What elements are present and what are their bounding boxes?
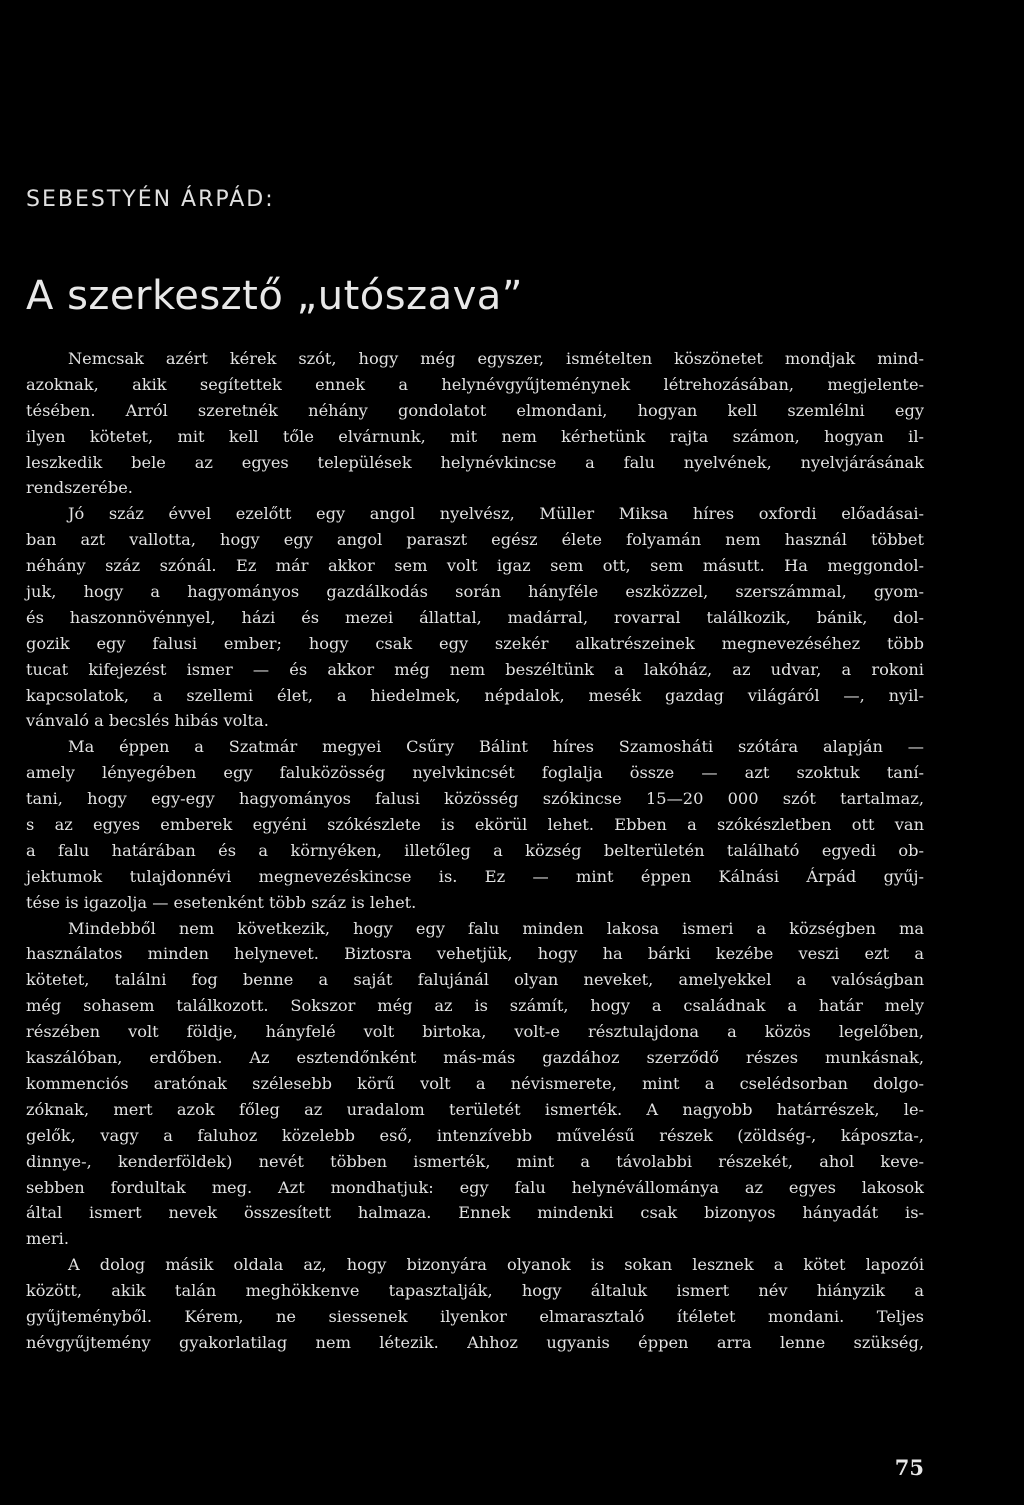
text-line: vánvaló a becslés hibás volta. bbox=[26, 711, 269, 731]
text-line: ilyen kötetet, mit kell tőle elvárnunk, mit nem kérhetünk rajta számon, hogyan il- bbox=[26, 426, 924, 446]
text-line: részében volt földje, hányfelé volt birtoka, volt-e résztulajdona a közös legelőben, bbox=[26, 1022, 924, 1042]
text-line: A dolog másik oldala az, hogy bizonyára olyanok is sokan lesznek a kötet lapozói bbox=[68, 1255, 924, 1275]
text-line: gyűjteményből. Kérem, ne siessenek ilyenkor elmarasztaló ítéletet mondani. Teljes bbox=[26, 1306, 924, 1326]
text-line: rendszerébe. bbox=[26, 478, 133, 498]
text-line: tani, hogy egy-egy hagyományos falusi közösség szókincse 15—20 000 szót tartalmaz, bbox=[26, 789, 924, 809]
text-line: meri. bbox=[26, 1229, 69, 1249]
text-line: által ismert nevek összesített halmaza. Ennek mindenki csak bizonyos hányadát is- bbox=[26, 1203, 924, 1223]
text-line: s az egyes emberek egyéni szókészlete is ekörül lehet. Ebben a szókészletben ott van bbox=[26, 815, 924, 835]
text-line: tése is igazolja — esetenként több száz is lehet. bbox=[26, 892, 417, 912]
page-number: 75 bbox=[894, 1455, 924, 1480]
text-line: Jó száz évvel ezelőtt egy angol nyelvész, Müller Miksa híres oxfordi előadásai- bbox=[68, 504, 924, 524]
text-line: a falu határában és a környéken, illetőleg a község belterületén található egyedi ob- bbox=[26, 840, 924, 860]
article-title: A szerkesztő „utószava” bbox=[26, 272, 524, 319]
text-line: és haszonnövénnyel, házi és mezei állattal, madárral, rovarral találkozik, bánik, dol- bbox=[26, 607, 924, 627]
text-line: azoknak, akik segítettek ennek a helynévgyűjteménynek létrehozásában, megjelente- bbox=[26, 374, 924, 394]
text-line: használatos minden helynevet. Biztosra vehetjük, hogy ha bárki kezébe veszi ezt a bbox=[26, 944, 924, 964]
text-line: Nemcsak azért kérek szót, hogy még egyszer, ismételten köszönetet mondjak mind- bbox=[68, 349, 924, 368]
text-line: dinnye-, kenderföldek) nevét többen ismerték, mint a távolabbi részekét, ahol keve- bbox=[26, 1151, 924, 1171]
text-line: gelők, vagy a faluhoz közelebb eső, intenzívebb művelésű részek (zöldség-, káposzta-, bbox=[26, 1125, 924, 1145]
text-line: zóknak, mert azok főleg az uradalom területét ismerték. A nagyobb határrészek, le- bbox=[26, 1099, 924, 1119]
text-line: kötetet, találni fog benne a saját falujánál olyan neveket, amelyekkel a valóságban bbox=[26, 970, 924, 990]
text-line: sebben fordultak meg. Azt mondhatjuk: egy falu helynévállománya az egyes lakosok bbox=[26, 1177, 924, 1197]
text-line: Mindebből nem következik, hogy egy falu minden lakosa ismeri a községben ma bbox=[68, 918, 924, 938]
text-line: kapcsolatok, a szellemi élet, a hiedelmek, népdalok, mesék gazdag világáról —, nyil- bbox=[26, 685, 924, 705]
text-line: még sohasem találkozott. Sokszor még az is számít, hogy a családnak a határ mely bbox=[26, 996, 924, 1016]
book-page bbox=[26, 0, 924, 1505]
text-line: ban azt vallotta, hogy egy angol paraszt egész élete folyamán nem használ többet bbox=[26, 530, 924, 550]
text-line: tésében. Arról szeretnék néhány gondolatot elmondani, hogyan kell szemlélni egy bbox=[26, 400, 924, 420]
text-line: jektumok tulajdonnévi megnevezéskincse is. Ez — mint éppen Kálnási Árpád gyűj- bbox=[26, 866, 924, 886]
text-line: névgyűjtemény gyakorlatilag nem létezik. Ahhoz ugyanis éppen arra lenne szükség, bbox=[26, 1332, 924, 1352]
text-line: juk, hogy a hagyományos gazdálkodás során hányféle eszközzel, szerszámmal, gyom- bbox=[26, 582, 924, 602]
text-line: amely lényegében egy faluközösség nyelvkincsét foglalja össze — azt szoktuk taní- bbox=[26, 763, 924, 783]
text-line: gozik egy falusi ember; hogy csak egy szekér alkatrészeinek megnevezéséhez több bbox=[26, 633, 924, 653]
text-line: kommenciós aratónak szélesebb körű volt a névismerete, mint a cselédsorban dolgo- bbox=[26, 1073, 924, 1093]
text-line: Ma éppen a Szatmár megyei Csűry Bálint híres Szamosháti szótára alapján — bbox=[68, 737, 924, 757]
article-body bbox=[26, 346, 924, 1356]
text-line: tucat kifejezést ismer — és akkor még nem beszéltünk a lakóház, az udvar, a rokoni bbox=[26, 659, 924, 679]
text-line: leszkedik bele az egyes települések helynévkincse a falu nyelvének, nyelvjárásának bbox=[26, 452, 924, 472]
text-line: között, akik talán meghökkenve tapasztalják, hogy általuk ismert név hiányzik a bbox=[26, 1281, 924, 1301]
text-line: kaszálóban, erdőben. Az esztendőnként más-más gazdához szerződő részes munkásnak, bbox=[26, 1048, 924, 1068]
author-name: SEBESTYÉN ÁRPÁD: bbox=[26, 187, 275, 212]
text-line: néhány száz szónál. Ez már akkor sem volt igaz sem ott, sem másutt. Ha meggondol- bbox=[26, 556, 924, 576]
